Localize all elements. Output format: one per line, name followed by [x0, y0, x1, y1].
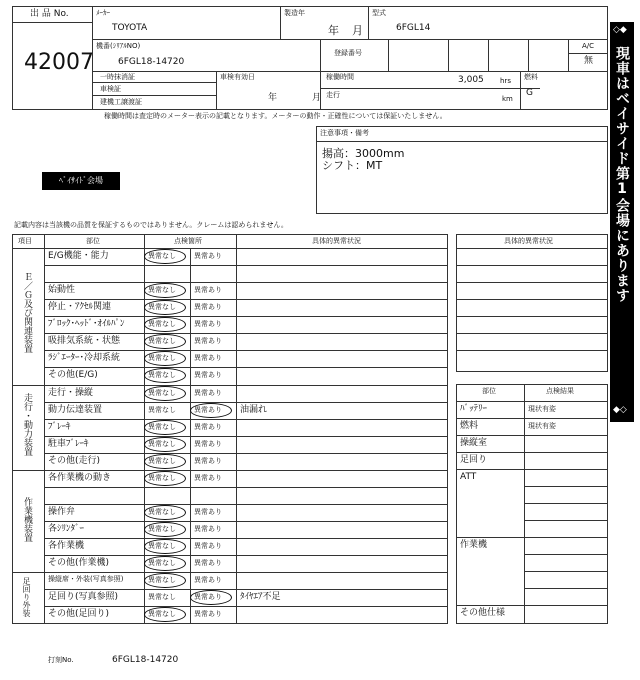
- hours-label: 稼働時間: [326, 73, 354, 81]
- lot-label: 出 品 No.: [30, 9, 69, 19]
- th-check: 点検箇所: [174, 237, 202, 245]
- table-row: [44, 521, 448, 538]
- notes-line2: シフト：MT: [322, 159, 383, 172]
- right-result-rule: [456, 452, 608, 453]
- selected-oval: [144, 573, 186, 588]
- selected-oval: [144, 539, 186, 554]
- selected-oval: [144, 249, 186, 264]
- right-part-header: 部位: [482, 387, 496, 395]
- right-result-rule: [524, 571, 608, 572]
- table-row: [44, 316, 448, 333]
- abnormal-option: 異常あり: [194, 525, 222, 533]
- row-part: 各作業機: [48, 541, 85, 551]
- normal-option: 異常なし: [148, 542, 176, 550]
- cert1-label: 一時抹消証: [100, 73, 135, 81]
- right-part: ﾊﾞｯﾃﾘｰ: [460, 404, 488, 414]
- abnormal-option: 異常あり: [194, 610, 222, 618]
- cert-rule: [92, 95, 216, 96]
- inspection-year: 年: [268, 93, 278, 103]
- abnormal-option: 異常あり: [194, 320, 222, 328]
- row-part: ﾌﾞﾛｯｸ･ﾍｯﾄﾞ･ｵｲﾙﾊﾟﾝ: [48, 319, 125, 329]
- abnormal-option: 異常あり: [194, 371, 222, 379]
- table-row: [44, 487, 448, 504]
- abnormal-option: 異常あり: [194, 389, 222, 397]
- selected-oval: [144, 505, 186, 520]
- notes-label: 注意事項・備考: [320, 129, 369, 137]
- header-col-rule: [520, 71, 521, 110]
- normal-option: 異常なし: [148, 576, 176, 584]
- model-value: 6FGL14: [396, 23, 431, 33]
- abnormal-option: 異常あり: [194, 457, 222, 465]
- row-part: 操縦席・外装(写真参照): [48, 575, 124, 583]
- table-row: [44, 248, 448, 265]
- right-result-rule: [456, 401, 608, 402]
- abnormal-option: 異常あり: [194, 286, 222, 294]
- ac-label: A/C: [582, 42, 595, 50]
- table-row: [44, 589, 448, 606]
- row-part: 停止・ｱｸｾﾙ関連: [48, 302, 112, 312]
- location-sidebar: [610, 22, 634, 422]
- cert2-label: 車検証: [100, 85, 121, 93]
- selected-oval: [144, 522, 186, 537]
- table-row: [44, 367, 448, 384]
- selected-oval: [144, 454, 186, 469]
- normal-option: 異常なし: [148, 457, 176, 465]
- right-result-rule: [524, 486, 608, 487]
- header-row-rule: [92, 71, 608, 72]
- header-col-rule: [568, 39, 569, 71]
- abnormal-option: 異常あり: [194, 440, 222, 448]
- table-row: [44, 402, 448, 419]
- sidebar-top-marks: ◇◆: [613, 25, 627, 35]
- selected-oval: [144, 607, 186, 622]
- abnormal-option: 異常あり: [194, 542, 222, 550]
- abnormal-option: 異常あり: [194, 423, 222, 431]
- footer-label: 打刻No.: [48, 656, 74, 664]
- right-result: 現状有姿: [528, 405, 556, 413]
- notes-line1: 揚高：3000mm: [322, 147, 405, 160]
- row-part: その他(E/G): [48, 370, 98, 380]
- inspection-month: 月: [312, 93, 322, 103]
- table-row: [44, 299, 448, 316]
- table-row: [44, 538, 448, 555]
- sidebar-bottom-marks: ◆◇: [613, 405, 627, 415]
- month-unit: 月: [352, 24, 363, 37]
- right-detail-table: [456, 234, 608, 372]
- right-result-rule: [456, 469, 608, 470]
- fuel-label: 燃料: [524, 73, 538, 81]
- row-part: 操作弁: [48, 507, 76, 517]
- right-part: 作業機: [460, 540, 488, 550]
- right-detail-rule: [456, 282, 608, 283]
- normal-option: 異常なし: [148, 303, 176, 311]
- row-part: 吸排気系統・状態: [48, 336, 121, 346]
- header-col-rule: [368, 6, 369, 39]
- th-part: 部位: [86, 237, 100, 245]
- row-detail: 油漏れ: [240, 405, 268, 415]
- serial-value: 6FGL18-14720: [118, 57, 185, 67]
- right-part: 足回り: [460, 455, 488, 465]
- right-part: ATT: [460, 472, 477, 482]
- selected-oval: [190, 590, 232, 605]
- normal-option: 異常なし: [148, 593, 176, 601]
- reg-label: 登録番号: [334, 49, 362, 57]
- right-detail-rule: [456, 299, 608, 300]
- group-label-engine: Ｅ／Ｇ及び関連装置: [22, 272, 32, 353]
- normal-option: 異常なし: [148, 337, 176, 345]
- notes-rule: [316, 141, 608, 142]
- right-result-rule: [524, 588, 608, 589]
- row-part: 各ｼﾘﾝﾀﾞｰ: [48, 524, 85, 534]
- normal-option: 異常なし: [148, 320, 176, 328]
- lot-number: 42007: [24, 50, 94, 75]
- normal-option: 異常なし: [148, 286, 176, 294]
- km-label: 走行: [326, 91, 340, 99]
- header-col-rule: [488, 39, 489, 71]
- table-row: [44, 572, 448, 589]
- header-col-rule: [528, 39, 529, 71]
- selected-oval: [144, 368, 186, 383]
- header-col-rule: [388, 39, 389, 71]
- table-row: [44, 385, 448, 402]
- table-row: [44, 436, 448, 453]
- row-part: その他(作業機): [48, 558, 110, 568]
- year-label: 製造年: [284, 9, 305, 17]
- cert3-label: 建機工譲渡証: [100, 98, 142, 106]
- normal-option: 異常なし: [148, 525, 176, 533]
- abnormal-option: 異常あり: [194, 576, 222, 584]
- right-result-rule: [456, 418, 608, 419]
- table-row: [44, 504, 448, 521]
- hours-notice: 稼働時間は査定時のメーター表示の記載となります。メーターの動作・正確性については保証いたしません。: [104, 112, 447, 120]
- table-row: [44, 350, 448, 367]
- selected-oval: [144, 420, 186, 435]
- right-result-rule: [524, 503, 608, 504]
- group-label-work: 作業機装置: [22, 497, 32, 542]
- abnormal-option: 異常あり: [194, 252, 222, 260]
- table-row: [44, 282, 448, 299]
- table-row: [44, 333, 448, 350]
- normal-option: 異常なし: [148, 423, 176, 431]
- abnormal-option: 異常あり: [194, 303, 222, 311]
- row-part: 走行・操縦: [48, 388, 94, 398]
- right-result-rule: [524, 520, 608, 521]
- row-part: E/G機能・能力: [48, 251, 109, 261]
- header-col-rule: [216, 71, 217, 110]
- right-result-header: 点検結果: [546, 387, 574, 395]
- right-part: その他仕様: [460, 608, 506, 618]
- normal-option: 異常なし: [148, 559, 176, 567]
- selected-oval: [144, 317, 186, 332]
- lot-title-rule: [12, 22, 92, 23]
- row-part: ﾌﾞﾚｰｷ: [48, 422, 71, 432]
- header-row-rule: [320, 88, 540, 89]
- sidebar-text: 現車はベイサイド第1会場にあります: [614, 46, 630, 303]
- right-detail-rule: [456, 350, 608, 351]
- right-part: 操縦室: [460, 438, 488, 448]
- right-part: 燃料: [460, 421, 479, 431]
- right-detail-rule: [456, 316, 608, 317]
- venue-badge: ﾍﾞｲｻｲﾄﾞ会場: [42, 172, 120, 190]
- group-label-under: 足回り外装: [22, 577, 31, 617]
- selected-oval: [144, 351, 186, 366]
- header-col-rule: [280, 6, 281, 39]
- year-unit: 年: [328, 24, 339, 37]
- selected-oval: [190, 403, 232, 418]
- footer-value: 6FGL18-14720: [112, 655, 179, 665]
- row-part: その他(足回り): [48, 609, 110, 619]
- maker-value: TOYOTA: [112, 23, 148, 33]
- right-rule: [456, 248, 608, 249]
- selected-oval: [144, 556, 186, 571]
- right-detail-rule: [456, 265, 608, 266]
- abnormal-option: 異常あり: [194, 406, 222, 414]
- inspection-label: 車検有効日: [220, 73, 255, 81]
- normal-option: 異常なし: [148, 371, 176, 379]
- abnormal-option: 異常あり: [194, 474, 222, 482]
- selected-oval: [144, 300, 186, 315]
- normal-option: 異常なし: [148, 252, 176, 260]
- header-col-rule: [448, 39, 449, 71]
- row-part: 各作業機の動き: [48, 473, 112, 483]
- row-detail: ﾀｲﾔｴｱ不足: [240, 592, 281, 602]
- row-part: その他(走行): [48, 456, 101, 466]
- right-result-rule: [456, 537, 608, 538]
- table-row: [44, 419, 448, 436]
- selected-oval: [144, 471, 186, 486]
- table-row: [44, 555, 448, 572]
- selected-oval: [144, 283, 186, 298]
- cert-rule: [92, 82, 216, 83]
- right-result-rule: [456, 435, 608, 436]
- row-part: 駐車ﾌﾞﾚｰｷ: [48, 439, 89, 449]
- disclaimer: 記載内容は当該機の品質を保証するものではありません。クレームは認められません。: [14, 221, 288, 229]
- abnormal-option: 異常あり: [194, 508, 222, 516]
- selected-oval: [144, 334, 186, 349]
- row-part: 始動性: [48, 285, 76, 295]
- row-part: 動力伝達装置: [48, 405, 103, 415]
- normal-option: 異常なし: [148, 354, 176, 362]
- normal-option: 異常なし: [148, 474, 176, 482]
- abnormal-option: 異常あり: [194, 593, 222, 601]
- right-result-rule: [456, 605, 608, 606]
- table-row: [44, 453, 448, 470]
- abnormal-option: 異常あり: [194, 337, 222, 345]
- km-unit: km: [502, 95, 513, 103]
- th-item: 項目: [18, 237, 32, 245]
- ac-rule: [568, 53, 608, 54]
- serial-label: 機番(ｼﾘｱﾙNO): [96, 42, 141, 50]
- selected-oval: [144, 386, 186, 401]
- abnormal-option: 異常あり: [194, 559, 222, 567]
- table-row: [44, 470, 448, 487]
- selected-oval: [144, 437, 186, 452]
- normal-option: 異常なし: [148, 406, 176, 414]
- hours-value: 3,005: [458, 75, 484, 85]
- group-label-drive: 走行・動力装置: [22, 393, 32, 456]
- right-result-rule: [524, 554, 608, 555]
- th-detail: 具体的異常状況: [312, 237, 361, 245]
- ac-value: 無: [584, 56, 594, 66]
- table-row: [44, 606, 448, 623]
- row-part: ﾗｼﾞｴｰﾀｰ･冷却系統: [48, 353, 121, 363]
- normal-option: 異常なし: [148, 389, 176, 397]
- abnormal-option: 異常あり: [194, 354, 222, 362]
- maker-label: ﾒｰｶｰ: [96, 9, 110, 17]
- normal-option: 異常なし: [148, 610, 176, 618]
- model-label: 型式: [372, 9, 386, 17]
- normal-option: 異常なし: [148, 508, 176, 516]
- row-part: 足回り(写真参照): [48, 592, 119, 602]
- right-result: 現状有姿: [528, 422, 556, 430]
- header-row-rule: [92, 39, 608, 40]
- table-row: [44, 265, 448, 282]
- hours-unit: hrs: [500, 77, 511, 85]
- fuel-value: G: [526, 88, 533, 98]
- right-detail-header: 具体的異常状況: [504, 237, 553, 245]
- right-detail-rule: [456, 333, 608, 334]
- normal-option: 異常なし: [148, 440, 176, 448]
